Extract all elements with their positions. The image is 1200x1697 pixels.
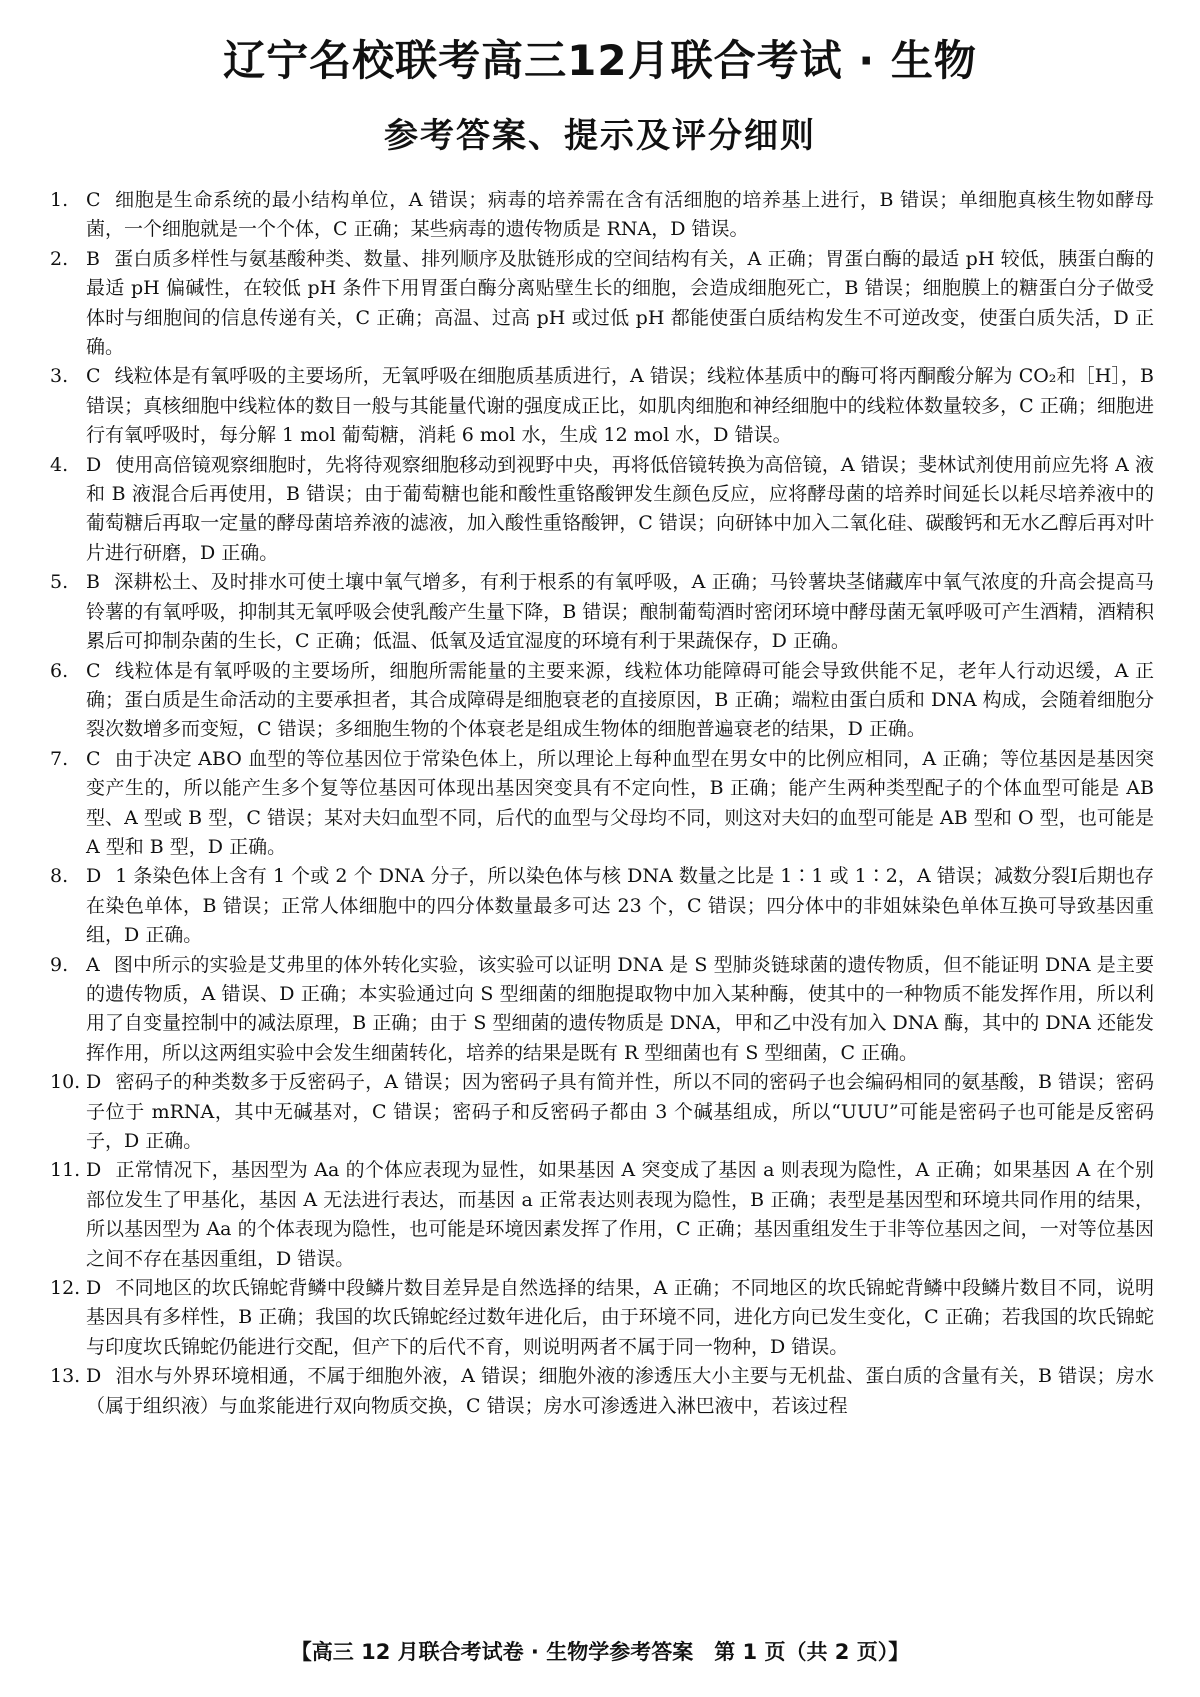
answer-item-4: [50, 451, 1154, 569]
question-number: 2.: [50, 247, 69, 270]
answer-letter: D: [86, 1277, 102, 1300]
answer-letter: D: [86, 1159, 102, 1182]
question-number: 9.: [50, 953, 69, 976]
answer-letter: C: [86, 365, 101, 388]
answer-item-6: [50, 657, 1154, 745]
page-footer: 【高三 12 月联合考试卷 · 生物学参考答案 第 1 页（共 2 页）】: [290, 1640, 910, 1664]
answer-letter: D: [86, 865, 102, 888]
question-number: 11.: [50, 1159, 81, 1182]
answer-item-5: [50, 568, 1154, 656]
question-number: 1.: [50, 189, 69, 211]
answer-letter: A: [86, 953, 100, 976]
answer-explanation: 线粒体是有氧呼吸的主要场所，无氧呼吸在细胞质基质进行，A 错误；线粒体基质中的酶可将丙酮酸分解为 CO₂和［H］，B 错误；真核细胞中线粒体的数目一般与其能量代谢的强度成正比，如肌肉细胞和神经细胞中的线粒体数量较多，C 正确；细胞进行有氧呼吸时，每分解 1 mol 葡萄糖，消耗 6 mol 水，生成 12 mol 水，D 错误。: [86, 365, 1154, 447]
answer-explanation: 不同地区的坎氏锦蛇背鳞中段鳞片数目差异是自然选择的结果，A 正确；不同地区的坎氏锦蛇背鳞中段鳞片数目不同，说明基因具有多样性，B 正确；我国的坎氏锦蛇经过数年进化后，由于环境不同，进化方向已发生变化，C 正确；若我国的坎氏锦蛇与印度坎氏锦蛇仍能进行交配，但产下的后代不育，则说明两者不属于同一物种，D 错误。: [86, 1277, 1154, 1358]
answer-explanation: 密码子的种类数多于反密码子，A 错误；因为密码子具有简并性，所以不同的密码子也会编码相同的氨基酸，B 错误；密码子位于 mRNA，其中无碱基对，C 错误；密码子和反密码子都由 3 个碱基组成，所以“UUU”可能是密码子也可能是反密码子，D 正确。: [86, 1071, 1154, 1152]
answer-explanation: 由于决定 ABO 血型的等位基因位于常染色体上，所以理论上每种血型在男女中的比例应相同，A 正确；等位基因是基因突变产生的，所以能产生多个复等位基因可体现出基因突变具有不定向性，B 正确；能产生两种类型配子的个体血型可能是 AB 型、A 型或 B 型，C 错误；某对夫妇血型不同，后代的血型与父母均不同，则这对夫妇的血型可能是 AB 型和 O 型，也可能是 A 型和 B 型，D 正确。: [86, 747, 1154, 858]
answer-item-8: [50, 862, 1154, 950]
answer-explanation: 1 条染色体上含有 1 个或 2 个 DNA 分子，所以染色体与核 DNA 数量之比是 1∶1 或 1∶2，A 错误；减数分裂Ⅰ后期也存在染色单体，B 错误；正常人体细胞中的四分体数量最多可达 23 个，C 错误；四分体中的非姐妹染色单体互换可导致基因重组，D 正确。: [86, 865, 1154, 947]
answer-item-3: [50, 362, 1154, 450]
question-number: 13.: [50, 1365, 81, 1388]
answer-item-13: [50, 1362, 1154, 1421]
answer-explanation: 细胞是生命系统的最小结构单位，A 错误；病毒的培养需在含有活细胞的培养基上进行，B 错误；单细胞真核生物如酵母菌，一个细胞就是一个个体，C 正确；某些病毒的遗传物质是 RNA，D 错误。: [86, 189, 1154, 241]
answer-explanation: 图中所示的实验是艾弗里的体外转化实验，该实验可以证明 DNA 是 S 型肺炎链球菌的遗传物质，但不能证明 DNA 是主要的遗传物质，A 错误、D 正确；本实验通过向 S 型细菌的细胞提取物中加入某种酶，使其中的一种物质不能发挥作用，所以利用了自变量控制中的减法原理，B 正确；由于 S 型细菌的遗传物质是 DNA，甲和乙中没有加入 DNA 酶，其中的 DNA 还能发挥作用，所以这两组实验中会发生细菌转化，培养的结果是既有 R 型细菌也有 S 型细菌，C 正确。: [86, 953, 1154, 1064]
question-number: 12.: [50, 1277, 81, 1300]
page-title: 辽宁名校联考高三12月联合考试 · 生物: [223, 36, 977, 85]
answer-item-10: [50, 1068, 1154, 1156]
answer-item-2: [50, 245, 1154, 363]
answer-item-11: [50, 1156, 1154, 1274]
answer-explanation: 使用高倍镜观察细胞时，先将待观察细胞移动到视野中央，再将低倍镜转换为高倍镜，A 错误；斐林试剂使用前应先将 A 液和 B 液混合后再使用，B 错误；由于葡萄糖也能和酸性重铬酸钾发生颜色反应，应将酵母菌的培养时间延长以耗尽培养液中的葡萄糖后再取一定量的酵母菌培养液的滤液，加入酸性重铬酸钾，C 错误；向研钵中加入二氧化硅、碳酸钙和无水乙醇后再对叶片进行研磨，D 正确。: [86, 453, 1154, 564]
answer-explanation: 蛋白质多样性与氨基酸种类、数量、排列顺序及肽链形成的空间结构有关，A 正确；胃蛋白酶的最适 pH 较低，胰蛋白酶的最适 pH 偏碱性，在较低 pH 条件下用胃蛋白酶分离贴壁生长的细胞，会造成细胞死亡，B 错误；细胞膜上的糖蛋白分子做受体时与细胞间的信息传递有关，C 正确；高温、过高 pH 或过低 pH 都能使蛋白质结构发生不可逆改变，使蛋白质失活，D 正确。: [86, 247, 1154, 359]
page-subtitle: 参考答案、提示及评分细则: [384, 116, 816, 156]
answer-item-7: [50, 745, 1154, 863]
question-number: 7.: [50, 747, 69, 770]
answer-letter: C: [86, 659, 101, 682]
answer-explanation: 正常情况下，基因型为 Aa 的个体应表现为显性，如果基因 A 突变成了基因 a 则表现为隐性，A 正确；如果基因 A 在个别部位发生了甲基化，基因 A 无法进行表达，而基因 a 正常表达则表现为隐性，B 正确；表型是基因型和环境共同作用的结果，所以基因型为 Aa 的个体表现为隐性，也可能是环境因素发挥了作用，C 正确；基因重组发生于非等位基因之间，一对等位基因之间不存在基因重组，D 错误。: [86, 1159, 1154, 1270]
answer-letter: B: [86, 571, 100, 594]
question-number: 4.: [50, 453, 69, 476]
answer-item-9: [50, 951, 1154, 1069]
answer-letter: D: [86, 453, 102, 476]
answer-explanation: 深耕松土、及时排水可使土壤中氧气增多，有利于根系的有氧呼吸，A 正确；马铃薯块茎储藏库中氧气浓度的升高会提高马铃薯的有氧呼吸，抑制其无氧呼吸会使乳酸产生量下降，B 错误；酿制葡萄酒时密闭环境中酵母菌无氧呼吸可产生酒精，酒精积累后可抑制杂菌的生长，C 正确；低温、低氧及适宜湿度的环境有利于果蔬保存，D 正确。: [86, 571, 1154, 653]
answer-letter: D: [86, 1071, 102, 1094]
question-number: 6.: [50, 659, 69, 682]
question-number: 10.: [50, 1071, 81, 1094]
answer-letter: C: [86, 747, 101, 770]
question-number: 8.: [50, 865, 69, 888]
answer-item-12: [50, 1274, 1154, 1362]
answer-item-1: [50, 186, 1154, 245]
answer-list: [50, 186, 1154, 1421]
answer-explanation: 线粒体是有氧呼吸的主要场所，细胞所需能量的主要来源，线粒体功能障碍可能会导致供能不足，老年人行动迟缓，A 正确；蛋白质是生命活动的主要承担者，其合成障碍是细胞衰老的直接原因，B 正确；端粒由蛋白质和 DNA 构成，会随着细胞分裂次数增多而变短，C 错误；多细胞生物的个体衰老是组成生物体的细胞普遍衰老的结果，D 正确。: [86, 659, 1154, 741]
question-number: 3.: [50, 365, 69, 388]
answer-letter: C: [86, 189, 101, 211]
answer-letter: D: [86, 1365, 102, 1388]
answer-explanation: 泪水与外界环境相通，不属于细胞外液，A 错误；细胞外液的渗透压大小主要与无机盐、蛋白质的含量有关，B 错误；房水（属于组织液）与血浆能进行双向物质交换，C 错误；房水可渗透进入淋巴液中，若该过程: [86, 1365, 1154, 1417]
question-number: 5.: [50, 571, 69, 594]
answer-letter: B: [86, 247, 100, 270]
